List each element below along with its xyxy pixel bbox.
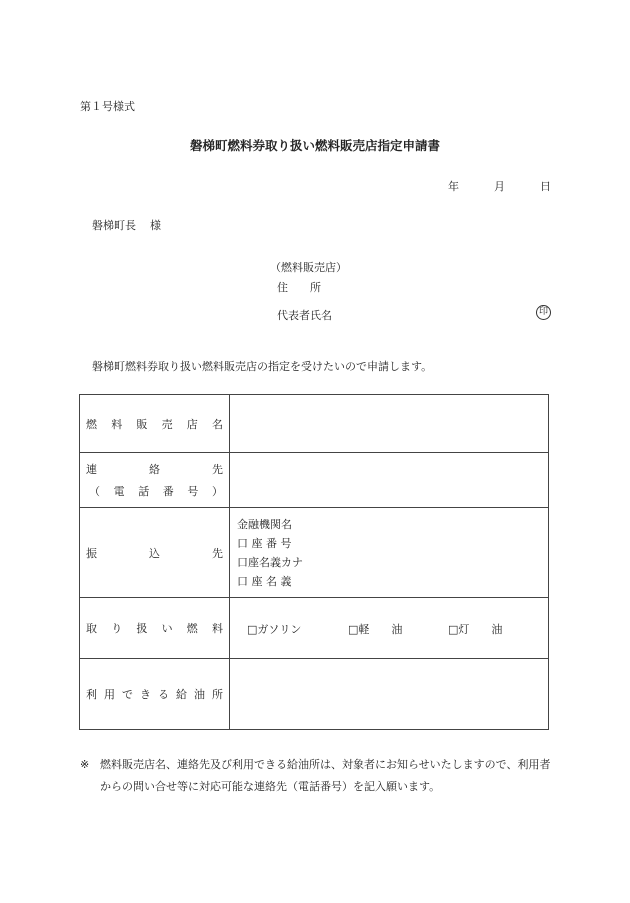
note-text: 燃料販売店名、連絡先及び利用できる給油所は、対象者にお知らせいたしますので、利用者からの問い合せ等に対応可能な連絡先（電話番号）を記入願います。 <box>100 758 551 793</box>
addressee-name: 磐梯町長 <box>92 219 136 232</box>
fuel-label-text: 取 り 扱 い 燃 料 <box>86 622 223 635</box>
date-year-label: 年 <box>448 180 459 193</box>
document-title: 磐梯町燃料券取り扱い燃料販売店指定申請書 <box>189 138 440 153</box>
table-row-fuel <box>80 598 549 659</box>
table-row-contact <box>80 453 549 508</box>
contact-label <box>80 453 230 508</box>
bank-name-label: 金融機関名 <box>237 517 292 531</box>
account-number-label: 口 座 番 号 <box>237 536 292 550</box>
note-mark: ※ <box>80 758 90 771</box>
form-number: 第１号様式 <box>80 100 135 113</box>
fuel-options-field <box>230 598 549 659</box>
table-row-store-name <box>80 395 549 453</box>
addressee-honorific: 様 <box>150 219 161 232</box>
transfer-label-text: 振 込 先 <box>86 546 223 560</box>
bank-field-list <box>230 515 548 591</box>
store-name-label-text: 燃 料 販 売 店 名 <box>86 417 223 431</box>
fuel-option-diesel-checkbox[interactable]: □軽 油 <box>348 623 403 636</box>
representative-label: 代表者氏名 <box>277 309 332 322</box>
table-row-transfer <box>80 508 549 598</box>
stations-field[interactable] <box>230 659 549 730</box>
transfer-field[interactable] <box>230 508 549 598</box>
fuel-option-gasoline-checkbox[interactable]: □ガソリン <box>247 623 302 636</box>
stations-label-text: 利 用 で き る 給 油 所 <box>86 688 223 701</box>
notes <box>80 754 560 798</box>
date-day-label: 日 <box>540 180 551 193</box>
application-statement: 磐梯町燃料券取り扱い燃料販売店の指定を受けたいので申請します。 <box>92 360 433 373</box>
transfer-label <box>80 508 230 598</box>
store-name-label <box>80 395 230 453</box>
account-holder-kana-label: 口座名義カナ <box>237 555 303 569</box>
application-table <box>79 394 549 730</box>
fuel-option-kerosene-checkbox[interactable]: □灯 油 <box>448 623 503 636</box>
store-name-field[interactable] <box>230 395 549 453</box>
contact-field[interactable] <box>230 453 549 508</box>
applicant-type-label: （燃料販売店） <box>270 261 347 274</box>
stations-label <box>80 659 230 730</box>
fuel-label <box>80 598 230 659</box>
contact-label-line2: （ 電 話 番 号 ） <box>89 485 223 498</box>
fuel-options <box>230 618 548 638</box>
contact-label-line1: 連 絡 先 <box>86 463 223 476</box>
account-holder-label: 口 座 名 義 <box>237 574 292 588</box>
address-label: 住所 <box>277 281 343 294</box>
table-row-stations <box>80 659 549 730</box>
date-month-label: 月 <box>494 180 505 193</box>
seal-icon: 印 <box>536 305 551 320</box>
